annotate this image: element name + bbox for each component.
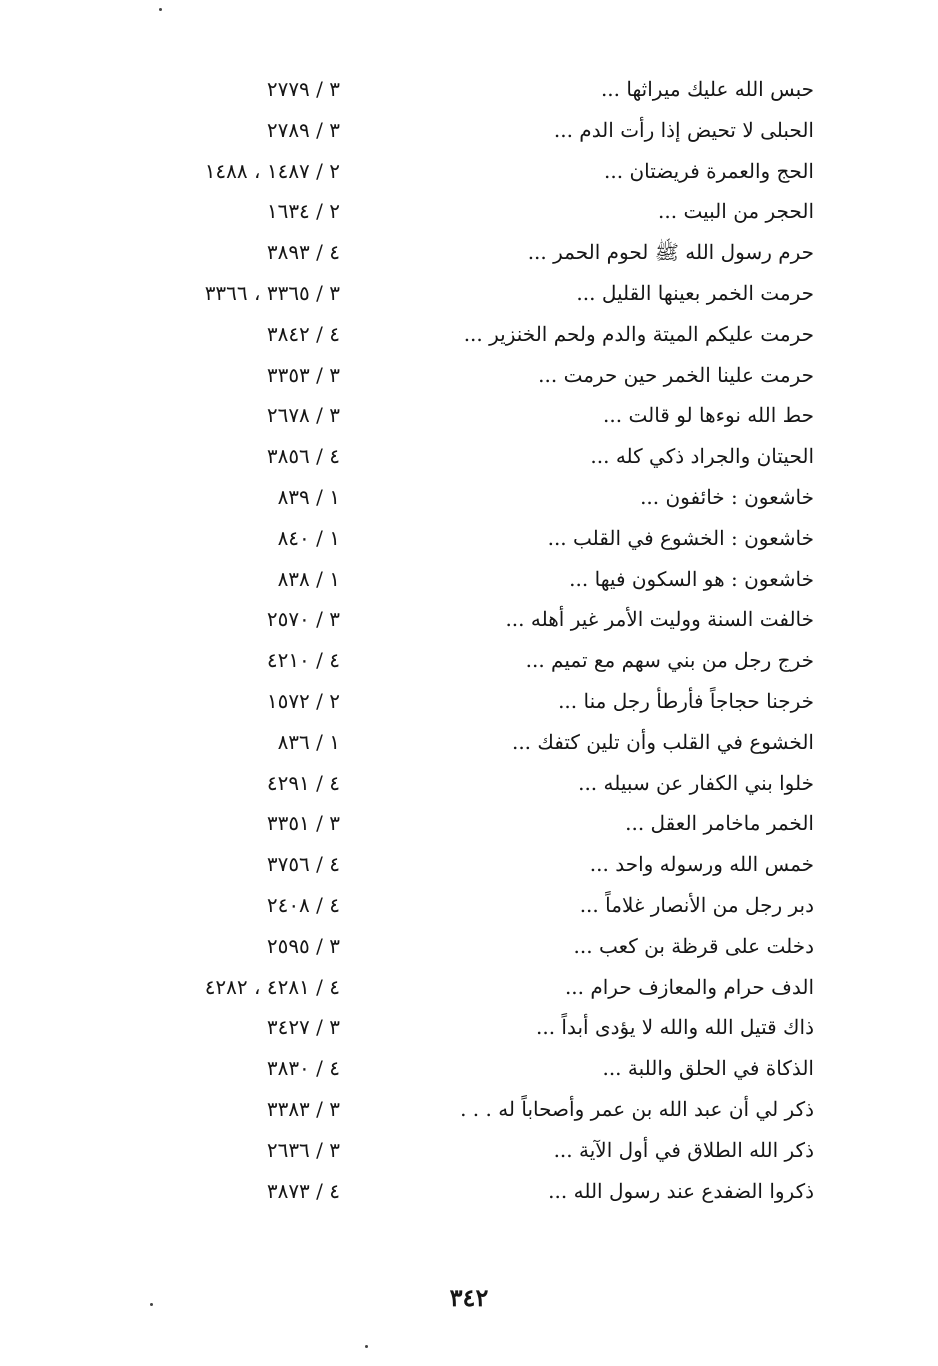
entry-text: خاشعون : هو السكون فيها ...: [569, 566, 814, 591]
entry-text: الخمر ماخامر العقل ...: [625, 811, 814, 836]
entry-reference: ٢ / ١٦٣٤: [266, 199, 340, 224]
entry-text: خمس الله ورسوله واحد ...: [589, 852, 814, 877]
entry-text: حرمت الخمر بعينها القليل ...: [576, 280, 814, 305]
print-speck: [159, 8, 162, 11]
index-entry: [0, 356, 938, 397]
entry-reference: ١ / ٨٤٠: [277, 525, 340, 550]
entry-reference: ٤ / ٣٨٣٠: [266, 1056, 340, 1081]
index-entry: [0, 682, 938, 723]
entry-text: حرمت عليكم الميتة والدم ولحم الخنزير ...: [463, 321, 814, 346]
print-speck: [150, 1303, 153, 1306]
entry-text: خاشعون : الخشوع في القلب ...: [547, 525, 814, 550]
entry-text: الحبلى لا تحيض إذا رأت الدم ...: [553, 117, 814, 142]
index-entry: [0, 560, 938, 601]
print-speck: [365, 1345, 368, 1348]
index-entry: [0, 233, 938, 274]
entry-reference: ١ / ٨٣٨: [277, 566, 340, 591]
index-entry: [0, 1172, 938, 1213]
index-entry: [0, 1049, 938, 1090]
entry-text: الحيتان والجراد ذكي كله ...: [590, 444, 814, 469]
entry-text: ذاك قتيل الله والله لا يؤدى أبداً ...: [536, 1015, 814, 1040]
entry-text: الخشوع في القلب وأن تلين كتفك ...: [511, 729, 814, 754]
entry-reference: ٤ / ٤٢٩١: [266, 770, 340, 795]
entry-reference: ٤ / ٣٧٥٦: [266, 852, 340, 877]
entry-text: حرمت علينا الخمر حين حرمت ...: [538, 362, 814, 387]
entry-text: دخلت على قرظة بن كعب ...: [573, 933, 814, 958]
entry-text: ذكر الله الطلاق في أول الآية ...: [553, 1137, 814, 1162]
index-entry: [0, 1008, 938, 1049]
entry-text: ذكر لي أن عبد الله بن عمر وأصحاباً له . . .: [460, 1096, 814, 1121]
entry-text: خلوا بني الكفار عن سبيله ...: [578, 770, 814, 795]
entry-reference: ٣ / ٢٦٧٨: [266, 403, 340, 428]
index-entry: [0, 396, 938, 437]
entry-reference: ٣ / ٣٤٢٧: [266, 1015, 340, 1040]
entry-text: خاشعون : خائفون ...: [640, 484, 814, 509]
entry-reference: ٣ / ٢٧٧٩: [266, 77, 340, 101]
index-entry: [0, 478, 938, 519]
index-entry: [0, 315, 938, 356]
entry-reference: ٤ / ٣٨٧٣: [266, 1178, 340, 1203]
entry-reference: ٣ / ٢٧٨٩: [266, 117, 340, 142]
entry-reference: ٤ / ٣٨٥٦: [266, 444, 340, 469]
entry-text: خالفت السنة ووليت الأمر غير أهله ...: [505, 607, 814, 632]
index-entry: [0, 764, 938, 805]
index-entry: [0, 641, 938, 682]
entry-text: الحجر من البيت ...: [658, 199, 814, 224]
index-entry: [0, 111, 938, 152]
entry-reference: ٢ / ١٥٧٢: [266, 688, 340, 713]
index-entry: [0, 1090, 938, 1131]
index-entry: [0, 70, 938, 111]
index-entry: [0, 274, 938, 315]
entry-reference: ٣ / ٣٣٦٥ ، ٣٣٦٦: [204, 280, 340, 305]
entry-reference: ٣ / ٢٥٩٥: [266, 933, 340, 958]
index-entry: [0, 886, 938, 927]
entry-reference: ٤ / ٣٨٩٣: [266, 240, 340, 265]
index-entry: [0, 927, 938, 968]
page-number: ٣٤٢: [449, 1283, 489, 1312]
index-entry: [0, 723, 938, 764]
entry-text: الدف حرام والمعازف حرام ...: [564, 974, 814, 999]
index-entry: [0, 1131, 938, 1172]
index-list: [0, 70, 938, 1212]
index-entry: [0, 192, 938, 233]
entry-reference: ٣ / ٣٣٨٣: [266, 1096, 340, 1121]
entry-reference: ٣ / ٢٥٧٠: [266, 607, 340, 632]
entry-reference: ٤ / ٣٨٤٢: [266, 321, 340, 346]
entry-reference: ٣ / ٣٣٥٣: [266, 362, 340, 387]
entry-reference: ١ / ٨٣٩: [277, 484, 340, 509]
entry-reference: ٤ / ٢٤٠٨: [266, 892, 340, 917]
entry-text: خرجنا حجاجاً فأرطأ رجل منا ...: [558, 688, 814, 713]
index-entry: [0, 968, 938, 1009]
entry-reference: ٤ / ٤٢١٠: [266, 648, 340, 673]
entry-text: ذكروا الضفدع عند رسول الله ...: [548, 1178, 814, 1203]
index-entry: [0, 519, 938, 560]
entry-reference: ٤ / ٤٢٨١ ، ٤٢٨٢: [204, 974, 340, 999]
entry-reference: ١ / ٨٣٦: [277, 729, 340, 754]
index-entry: [0, 152, 938, 193]
entry-reference: ٢ / ١٤٨٧ ، ١٤٨٨: [204, 158, 340, 183]
index-entry: [0, 845, 938, 886]
index-entry: [0, 437, 938, 478]
entry-text: الحج والعمرة فريضتان ...: [604, 158, 814, 183]
entry-text: الذكاة في الحلق واللبة ...: [602, 1056, 814, 1081]
entry-text: حط الله نوءها لو قالت ...: [603, 403, 814, 428]
entry-reference: ٣ / ٣٣٥١: [266, 811, 340, 836]
entry-text: دبر رجل من الأنصار غلاماً ...: [579, 892, 814, 917]
entry-text: حرم رسول الله ﷺ لحوم الحمر ...: [527, 240, 814, 265]
entry-text: حبس الله عليك ميراثها ...: [600, 77, 814, 101]
entry-text: خرج رجل من بني سهم مع تميم ...: [525, 648, 814, 673]
index-entry: [0, 804, 938, 845]
entry-reference: ٣ / ٢٦٣٦: [266, 1137, 340, 1162]
index-entry: [0, 600, 938, 641]
